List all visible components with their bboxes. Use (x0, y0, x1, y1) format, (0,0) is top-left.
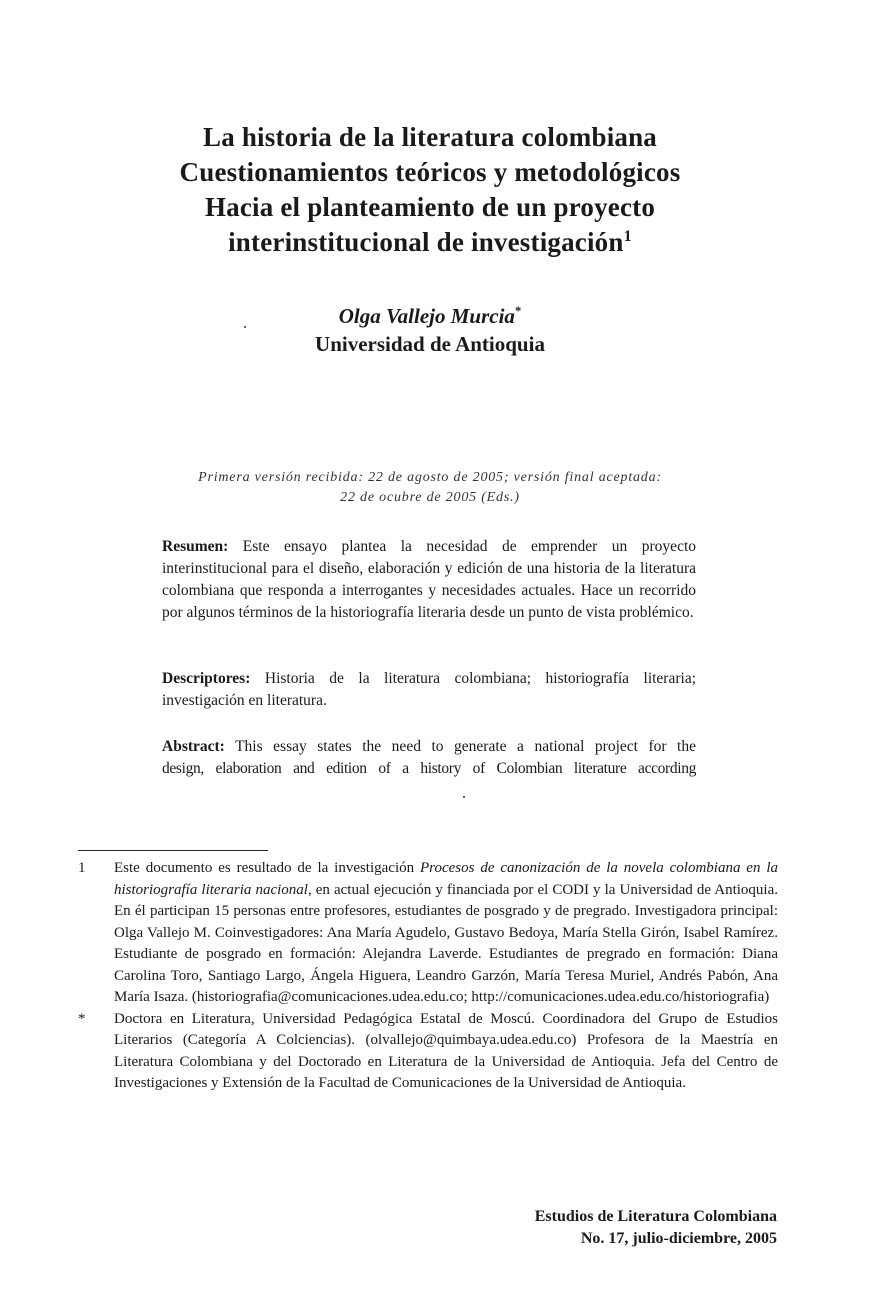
journal-issue: No. 17, julio-diciembre, 2005 (580, 1230, 777, 1247)
title-footnote-ref[interactable]: 1 (623, 227, 632, 245)
journal-name: Estudios de Literatura Colombiana (534, 1208, 777, 1225)
abstract-label: Abstract: (162, 738, 225, 755)
author-affiliation: Universidad de Antioquia (315, 332, 545, 356)
footnote-1-post: , en actual ejecución y financiada por el CODI y la Universidad de Antioquia. En él participan 15 personas entre profesores, estudiantes de posgrado y de pregrado. Investigadora principal: Olga Vallejo M. Coinvestigadores: Ana María Agudelo, Gustavo Bedoya, María Stella Girón, Isabel Ramírez. Estudiante de posgrado en formación: Alejandra Laverde. Estudiantes de pregrado en formación: Diana Carolina Toro, Santiago Largo, Ángela Higuera, Leandro Garzón, María Teresa Muriel, Andrés Pabón, Ana María Isaza. (historiografia@comunicaciones.udea.edu.co; http://comunicaciones.udea.edu.co/historiografia) (114, 881, 778, 1005)
title-line-1: La historia de la literatura colombiana (202, 122, 658, 152)
title-line-4-text: interinstitucional de investigación (228, 227, 624, 257)
received-line-1: Primera versión recibida: 22 de agosto de 2005; versión final aceptada: (198, 470, 662, 485)
footnote-1-mark: 1 (78, 860, 86, 876)
author-block (230, 302, 630, 358)
abstract-paragraph (162, 736, 696, 780)
title-line-2: Cuestionamientos teóricos y metodológicos (179, 157, 681, 187)
footnote-1-pre: Este documento es resultado de la investigación (114, 860, 415, 876)
received-dates (150, 468, 710, 508)
footnote-1 (78, 858, 778, 1009)
footnote-2 (78, 1009, 778, 1095)
footnote-1-italic: Procesos de canonización de la novela colombiana en la historiografía literaria nacional (114, 860, 779, 898)
abstract-line-2: design, elaboration and edition of a history of Colombian literature according (162, 760, 696, 777)
author-footnote-ref[interactable]: * (514, 304, 522, 318)
resumen-text: Este ensayo plantea la necesidad de emprender un proyecto interinstitucional para el diseño, elaboración y edición de una historia de la literatura colombiana que responda a interrogantes y necesidades actuales. Hace un recorrido por algunos términos de la historiografía literaria desde un punto de vista problémico. (162, 538, 696, 621)
author-name: Olga Vallejo Murcia (338, 304, 515, 328)
article-title (110, 120, 750, 260)
footnote-2-text: Doctora en Literatura, Universidad Pedagógica Estatal de Moscú. Coordinadora del Grupo de Estudios Literarios (Categoría A Colciencias). (olvallejo@quimbaya.udea.edu.co) Profesora de la Maestría en Literatura Colombiana y del Doctorado en Literatura de la Universidad de Antioquia. Jefa del Centro de Investigaciones y Extensión de la Facultad de Comunicaciones de la Universidad de Antioquia. (114, 1010, 778, 1091)
footnotes (78, 858, 778, 1095)
descriptores-text: Historia de la literatura colombiana; historiografía literaria; investigación en literatura. (162, 670, 697, 709)
title-line-4 (110, 225, 750, 260)
scan-speck (244, 326, 246, 328)
footnote-2-mark: * (78, 1010, 86, 1027)
title-line-3: Hacia el planteamiento de un proyecto (204, 192, 656, 222)
received-line-2: 22 de ocubre de 2005 (Eds.) (340, 490, 520, 505)
resumen-label: Resumen: (162, 538, 229, 555)
descriptores-paragraph (162, 668, 696, 712)
footnote-separator (78, 850, 268, 851)
scan-speck (463, 796, 465, 798)
resumen-paragraph (162, 536, 696, 624)
journal-info (535, 1206, 777, 1250)
abstract-line-1: This essay states the need to generate a national project for the (235, 738, 696, 755)
descriptores-label: Descriptores: (162, 670, 251, 687)
